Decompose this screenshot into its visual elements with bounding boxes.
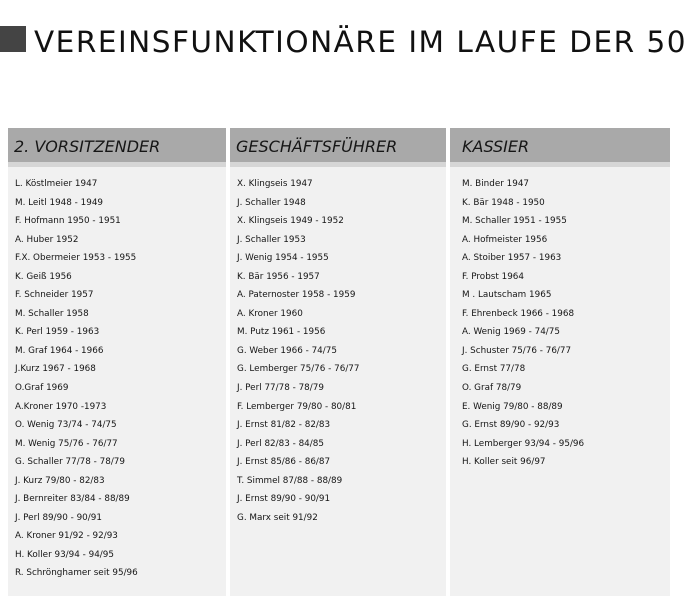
list-item: M. Leitl 1948 - 1949: [15, 197, 104, 208]
list-item: G. Schaller 77/78 - 78/79: [15, 457, 125, 468]
list-item: X. Klingseis 1947: [237, 179, 313, 189]
list-item: K. Perl 1959 - 1963: [15, 327, 100, 338]
list-item: O.Graf 1969: [15, 383, 69, 394]
title-marker: [0, 26, 26, 52]
list-item: R. Schrönghamer seit 95/96: [15, 568, 138, 579]
list-item: K. Bär 1948 - 1950: [462, 197, 545, 208]
column-treasurer: [450, 128, 670, 596]
list-item: M . Lautscham 1965: [462, 290, 552, 301]
list-item: F. Probst 1964: [462, 271, 524, 282]
list-item: A. Kroner 91/92 - 92/93: [15, 531, 118, 542]
list-item: G. Weber 1966 - 74/75: [237, 345, 337, 356]
page-title: VEREINSFUNKTIONÄRE IM LAUFE DER 50: [34, 25, 687, 59]
list-item: H. Koller 93/94 - 94/95: [15, 549, 114, 560]
list-item: J. Ernst 85/86 - 86/87: [237, 457, 331, 468]
entry-list: [8, 167, 226, 583]
column-header-label: 2. VORSITZENDER: [14, 137, 161, 156]
list-item: J. Perl 77/78 - 78/79: [237, 383, 324, 394]
list-item: J. Perl 82/83 - 84/85: [237, 438, 324, 449]
title-bar: [0, 24, 689, 64]
list-item: M. Schaller 1951 - 1955: [462, 216, 567, 227]
entry-list: [230, 167, 446, 527]
list-item: E. Wenig 79/80 - 88/89: [462, 401, 563, 412]
list-item: L. Köstlmeier 1947: [15, 179, 98, 189]
list-item: K. Geiß 1956: [15, 271, 72, 282]
list-item: M. Putz 1961 - 1956: [237, 327, 326, 338]
list-item: M. Wenig 75/76 - 76/77: [15, 438, 118, 449]
column-header: [8, 128, 226, 162]
list-item: G. Ernst 77/78: [462, 364, 526, 375]
list-item: O. Graf 78/79: [462, 383, 522, 394]
list-item: J. Ernst 89/90 - 90/91: [237, 494, 331, 505]
list-item: F. Schneider 1957: [15, 290, 94, 301]
list-item: J. Perl 89/90 - 90/91: [15, 512, 102, 523]
list-item: M. Graf 1964 - 1966: [15, 345, 104, 356]
list-item: O. Wenig 73/74 - 74/75: [15, 420, 117, 431]
list-item: A. Huber 1952: [15, 234, 79, 245]
list-item: J. Schaller 1948: [237, 197, 306, 208]
officials-table: [8, 128, 670, 596]
column-header-label: KASSIER: [462, 137, 530, 156]
list-item: G. Ernst 89/90 - 92/93: [462, 420, 560, 431]
column-managing-director: [230, 128, 446, 596]
list-item: M. Binder 1947: [462, 179, 530, 189]
list-item: M. Schaller 1958: [15, 308, 89, 319]
list-item: A. Wenig 1969 - 74/75: [462, 327, 560, 338]
column-vice-chair: [8, 128, 226, 596]
list-item: K. Bär 1956 - 1957: [237, 271, 320, 282]
list-item: H. Lemberger 93/94 - 95/96: [462, 438, 585, 449]
list-item: G. Marx seit 91/92: [237, 512, 318, 523]
list-item: H. Koller seit 96/97: [462, 457, 546, 468]
list-item: J. Bernreiter 83/84 - 88/89: [15, 494, 130, 505]
list-item: J. Wenig 1954 - 1955: [237, 253, 329, 264]
list-item: A.Kroner 1970 -1973: [15, 401, 107, 412]
list-item: G. Lemberger 75/76 - 76/77: [237, 364, 360, 375]
list-item: F.X. Obermeier 1953 - 1955: [15, 253, 137, 264]
list-item: J. Kurz 79/80 - 82/83: [15, 475, 105, 486]
list-item: F. Hofmann 1950 - 1951: [15, 216, 121, 227]
list-item: J. Ernst 81/82 - 82/83: [237, 420, 331, 431]
list-item: J. Schaller 1953: [237, 234, 306, 245]
list-item: T. Simmel 87/88 - 88/89: [237, 475, 343, 486]
list-item: J.Kurz 1967 - 1968: [15, 364, 96, 375]
list-item: A. Stoiber 1957 - 1963: [462, 253, 562, 264]
column-header: [450, 128, 670, 162]
list-item: A. Kroner 1960: [237, 308, 303, 319]
list-item: J. Schuster 75/76 - 76/77: [462, 345, 572, 356]
list-item: A. Hofmeister 1956: [462, 234, 548, 245]
column-header-label: GESCHÄFTSFÜHRER: [236, 137, 398, 156]
list-item: F. Ehrenbeck 1966 - 1968: [462, 308, 575, 319]
list-item: X. Klingseis 1949 - 1952: [237, 216, 344, 227]
list-item: A. Paternoster 1958 - 1959: [237, 290, 356, 301]
column-header: [230, 128, 446, 162]
entry-list: [450, 167, 670, 472]
list-item: F. Lemberger 79/80 - 80/81: [237, 401, 357, 412]
